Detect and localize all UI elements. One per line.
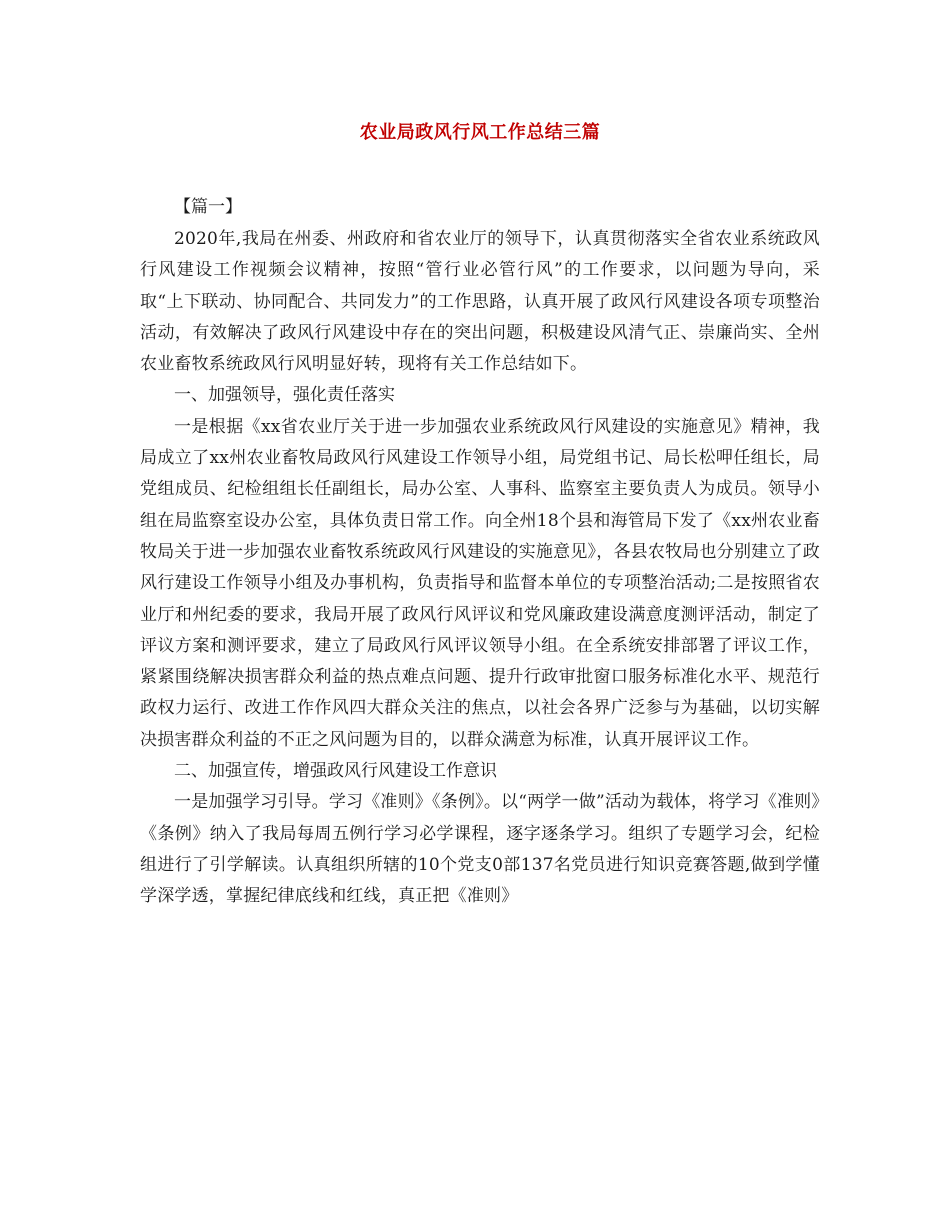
paragraph: 2020年,我局在州委、州政府和省农业厅的领导下，认真贯彻落实全省农业系统政风行风建设工作视频会议精神，按照“管行业必管行风”的工作要求，以问题为导向，采取“上下联动、协同配合、共同发力”的工作思路，认真开展了政风行风建设各项专项整治活动，有效解决了政风行风建设中存在的突出问题，积极建设风清气正、崇廉尚实、全州农业畜牧系统政风行风明显好转，现将有关工作总结如下。 <box>140 229 820 375</box>
document-title: 农业局政风行风工作总结三篇 <box>359 122 601 143</box>
section-label: 【篇一】 <box>174 197 242 217</box>
section-heading: 一、加强领导，强化责任落实 <box>174 385 395 406</box>
document-page <box>140 120 820 913</box>
paragraph: 一是加强学习引导。学习《准则》《条例》。以“两学一做”活动为载体，将学习《准则》《条例》纳入了我局每周五例行学习必学课程，逐字逐条学习。组织了专题学习会，纪检组进行了引学解读。认真组织所辖的10个党支0部137名党员进行知识竞赛答题,做到学懂学深学透，掌握纪律底线和红线，真正把《准则》 <box>140 792 820 907</box>
paragraph: 一是根据《xx省农业厅关于进一步加强农业系统政风行风建设的实施意见》精神，我局成立了xx州农业畜牧局政风行风建设工作领导小组，局党组书记、局长松呷任组长，局党组成员、纪检组组长任副组长，局办公室、人事科、监察室主要负责人为成员。领导小组在局监察室设办公室，具体负责日常工作。向全州18个县和海管局下发了《xx州农业畜牧局关于进一步加强农业畜牧系统政风行风建设的实施意见》，各县农牧局也分别建立了政风行建设工作领导小组及办事机构，负责指导和监督本单位的专项整治活动;二是按照省农业厅和州纪委的要求，我局开展了政风行风评议和党风廉政建设满意度测评活动，制定了评议方案和测评要求，建立了局政风行风评议领导小组。在全系统安排部署了评议工作，紧紧围绕解决损害群众利益的热点难点问题、提升行政审批窗口服务标准化水平、规范行政权力运行、改进工作作风四大群众关注的焦点，以社会各界广泛参与为基础，以切实解决损害群众利益的不正之风问题为目的，以群众满意为标准，认真开展评议工作。 <box>140 416 820 750</box>
section-heading: 二、加强宣传，增强政风行风建设工作意识 <box>174 761 497 782</box>
